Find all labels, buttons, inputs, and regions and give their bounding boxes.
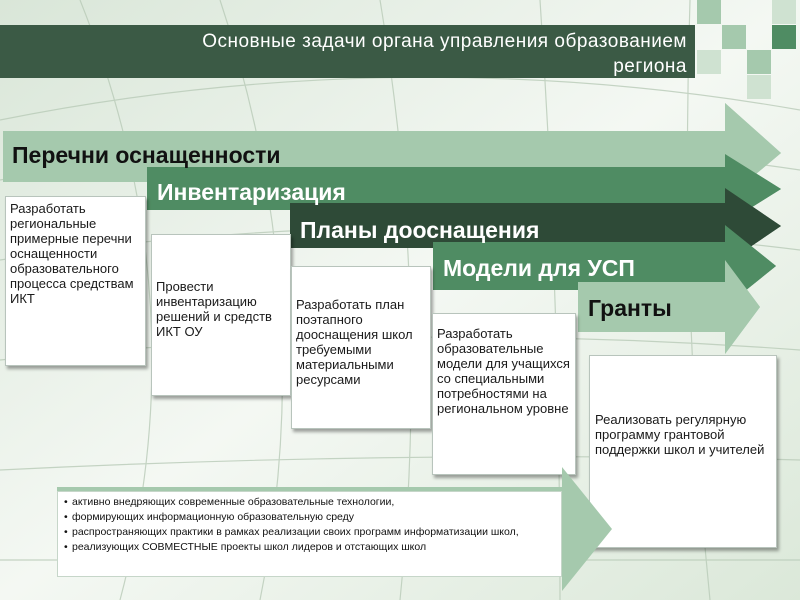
bullet-text: активно внедряющих современные образовательные технологии,: [72, 496, 395, 508]
bullet-text: формирующих информационную образовательную среду: [72, 511, 355, 523]
bullet-item: [64, 511, 555, 524]
bullet-item: [64, 541, 555, 554]
task-text-plans: Разработать план поэтапного дооснащения школ требуемыми материальными ресурсами: [296, 297, 413, 387]
task-text-models: Разработать образовательные модели для учащихся со специальными потребностями на региональном уровне: [437, 326, 570, 416]
task-text-inventory: Провести инвентаризацию решений и средств ИКТ ОУ: [156, 279, 272, 339]
title-line-1: Основные задачи органа управления образованием: [202, 31, 687, 52]
bullet-list-box: [57, 491, 562, 577]
stage-label-inventory: Инвентаризация: [157, 179, 346, 205]
title-line-2: региона: [613, 56, 687, 77]
stage-label-plans: Планы дооснащения: [300, 217, 540, 243]
bullet-dot: •: [64, 511, 68, 523]
stage-label-lists: Перечни оснащенности: [12, 142, 281, 168]
task-text-grants: Реализовать регулярную программу грантовой поддержки школ и учителей: [595, 412, 765, 457]
stage-label-models: Модели для УСП: [443, 255, 635, 281]
bullet-text: реализующих СОВМЕСТНЫЕ проекты школ лидеров и отстающих школ: [72, 541, 427, 553]
bullet-item: [64, 496, 555, 509]
bullet-dot: •: [64, 526, 68, 538]
bullet-text: распространяющих практики в рамках реализации своих программ информатизации школ,: [72, 526, 519, 538]
bullet-dot: •: [64, 541, 68, 553]
bullet-dot: •: [64, 496, 68, 508]
stage-label-grants: Гранты: [588, 295, 672, 321]
task-text-lists: Разработать региональные примерные перечни оснащенности образовательного процесса средствам ИКТ: [10, 201, 134, 306]
bullet-item: [64, 526, 555, 539]
bullet-list: [64, 496, 555, 554]
